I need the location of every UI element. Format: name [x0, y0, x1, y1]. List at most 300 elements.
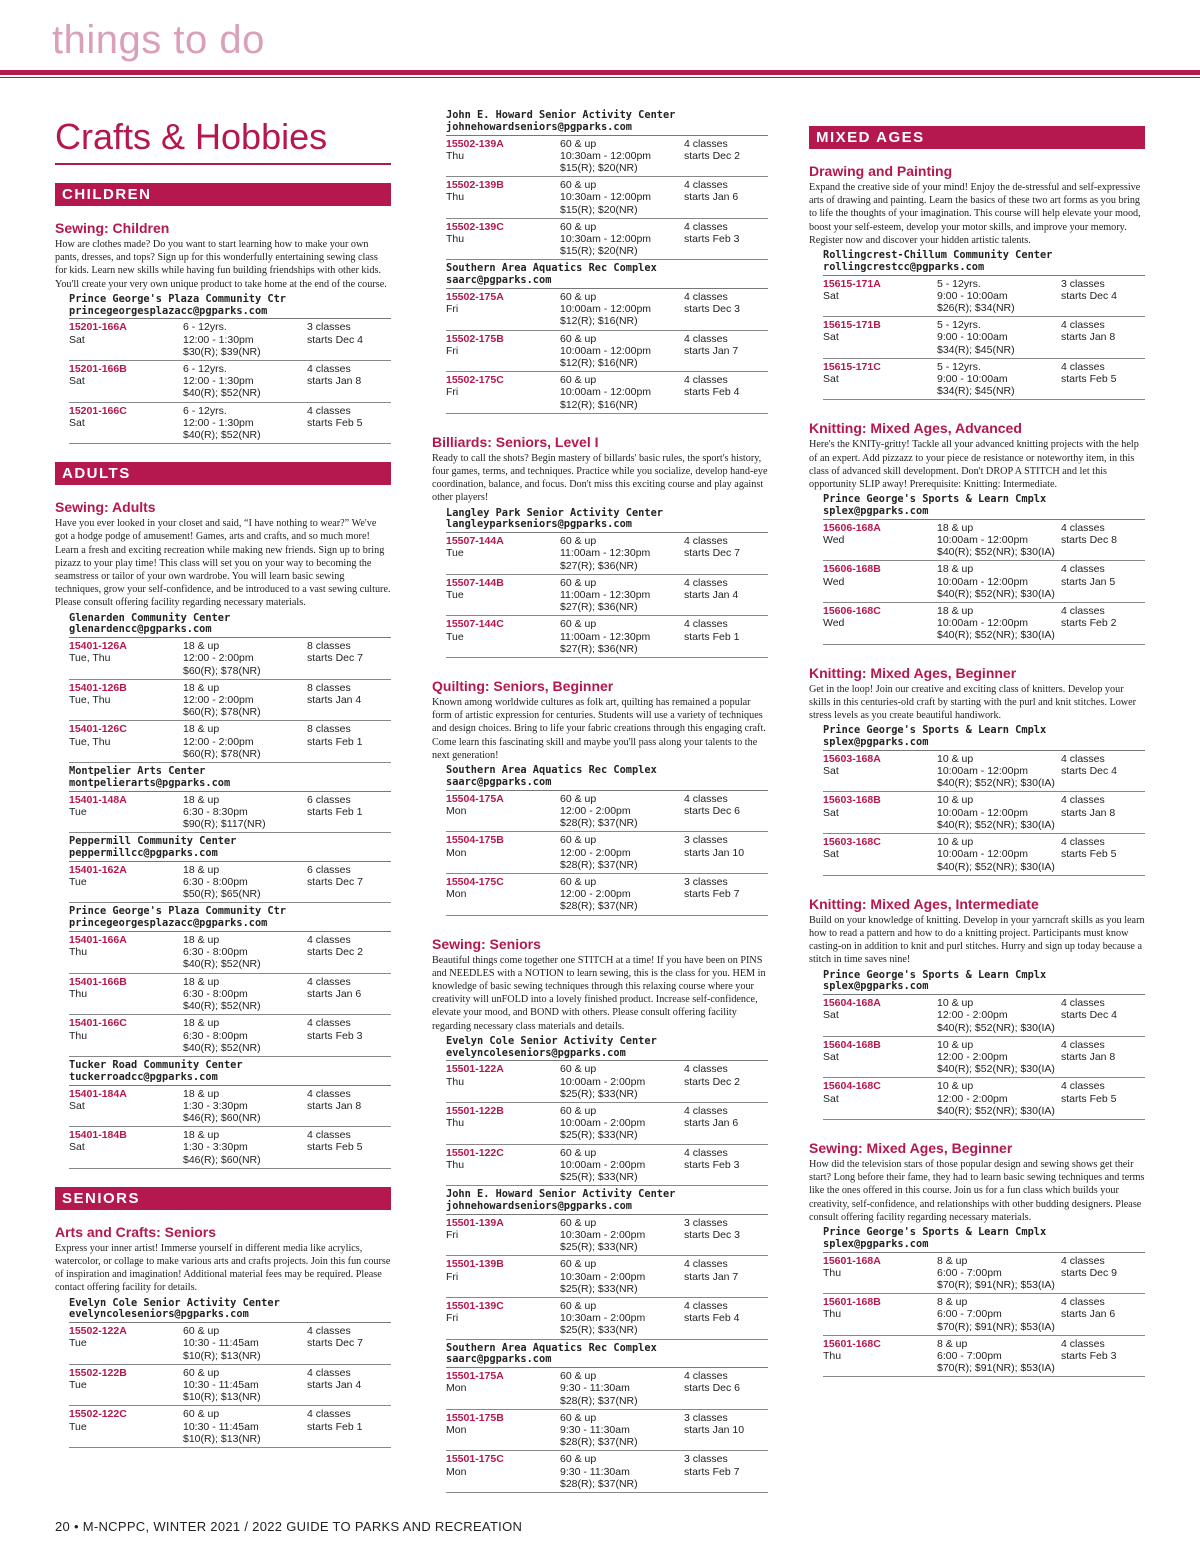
- offering-row[interactable]: [69, 974, 391, 1016]
- offering-day: Sat: [69, 1099, 85, 1112]
- offering-code-day: [823, 1080, 937, 1117]
- offering-row[interactable]: [69, 792, 391, 834]
- activity-code[interactable]: 15501-122B: [446, 1104, 504, 1117]
- offering-code-day: [69, 1325, 183, 1362]
- offering-age: 18 & up: [183, 863, 220, 876]
- offering-day: Sat: [823, 806, 839, 819]
- offering-row[interactable]: [446, 1103, 768, 1145]
- offering-fee: $15(R); $20(NR): [560, 162, 638, 174]
- location-block: [446, 1343, 768, 1369]
- offering-details: [183, 682, 307, 719]
- offering-age: 5 - 12yrs.: [937, 360, 981, 373]
- offering-class-count: 4 classes: [307, 1087, 351, 1100]
- offering-details: [560, 374, 684, 411]
- activity-code[interactable]: 15501-175B: [446, 1411, 504, 1424]
- offering-fee: $25(R); $33(NR): [560, 1170, 638, 1183]
- activity-code[interactable]: 15606-168C: [823, 605, 881, 618]
- offering-fee: $70(R); $91(NR); $53(IA): [937, 1320, 1055, 1333]
- location-email[interactable]: saarc@pgparks.com: [446, 777, 768, 791]
- offering-day: Mon: [446, 804, 467, 817]
- offering-fee: $27(R); $36(NR): [560, 601, 638, 614]
- offering-row[interactable]: [69, 1127, 391, 1169]
- offering-class-count: 4 classes: [684, 1258, 728, 1271]
- offering-row[interactable]: [446, 1368, 768, 1410]
- offering-class-count: 8 classes: [307, 681, 351, 694]
- location-name: Prince George's Plaza Community Ctr: [69, 905, 286, 918]
- offering-details: [183, 1088, 307, 1125]
- offering-age: 10 & up: [937, 836, 974, 849]
- section-description: Have you ever looked in your closet and said, “I have nothing to wear?” We've got a hodge podge of amusement! Games, arts and crafts, and so much more! Learn a fresh and exciting recreation while making new friends. Sign up to bring pizazz to your play time! This class will set you on your way to becoming the seamstress or tailor of your own wardrobe. You will learn basic sewing techniques, grow your self-confidence, and be introduced to a vast sewing culture. Please consult offering facility regarding necessary materials.: [55, 518, 391, 609]
- offering-day: Thu: [69, 987, 88, 1000]
- activity-code[interactable]: 15507-144C: [446, 618, 504, 631]
- offering-row[interactable]: [823, 1078, 1145, 1120]
- offering-row[interactable]: [446, 289, 768, 331]
- location-block: [446, 110, 768, 136]
- location-name: John E. Howard Senior Activity Center: [446, 1188, 676, 1201]
- location-name: Glenarden Community Center: [69, 611, 231, 624]
- offering-code-day: [446, 1147, 560, 1184]
- offering-age: 6 - 12yrs.: [183, 321, 227, 334]
- offering-list: [446, 1368, 768, 1493]
- offering-row[interactable]: [69, 319, 391, 361]
- offering-time: 10:30am - 2:00pm: [560, 1312, 646, 1325]
- offering-time: 11:00am - 12:30pm: [560, 547, 651, 560]
- offering-row[interactable]: [823, 561, 1145, 603]
- offering-row[interactable]: [69, 403, 391, 445]
- offering-time: 10:00am - 2:00pm: [560, 1117, 646, 1130]
- offering-row[interactable]: [69, 932, 391, 974]
- offering-row[interactable]: [446, 219, 768, 261]
- offering-fee: $60(R); $78(NR): [183, 706, 261, 719]
- offering-row[interactable]: [823, 1294, 1145, 1336]
- activity-code[interactable]: 15501-175A: [446, 1370, 504, 1383]
- activity-code[interactable]: 15502-139B: [446, 179, 504, 192]
- offering-details: [183, 1129, 307, 1166]
- activity-code[interactable]: 15601-168B: [823, 1296, 881, 1309]
- offering-start: starts Jan 8: [1061, 806, 1116, 819]
- offering-row[interactable]: [446, 1256, 768, 1298]
- offering-schedule: [684, 179, 768, 216]
- offering-time: 12:00 - 1:30pm: [183, 333, 254, 346]
- offering-start: starts Feb 5: [1061, 848, 1117, 861]
- activity-code[interactable]: 15504-175C: [446, 875, 504, 888]
- location-email[interactable]: evelyncoleseniors@pgparks.com: [69, 1309, 391, 1323]
- section-description: Here's the KNITy-gritty! Tackle all your advanced knitting projects with the help of an expert. Add pizzazz to your piece de resistance or noteworthy item, in this class of advanced skill development. Don't DROP A STITCH and let this opportunity SLIP away! Prerequisite: Knitting: Intermediate.: [809, 439, 1139, 491]
- activity-code[interactable]: 15603-168A: [823, 752, 881, 765]
- offering-start: starts Dec 2: [307, 946, 364, 959]
- page-footer: 20 • M-NCPPC, WINTER 2021 / 2022 GUIDE TO PARKS AND RECREATION: [55, 1519, 523, 1534]
- location-email[interactable]: johnehowardseniors@pgparks.com: [446, 122, 768, 136]
- offering-start: starts Dec 4: [1061, 1009, 1118, 1022]
- offering-class-count: 3 classes: [307, 321, 351, 334]
- offering-row[interactable]: [69, 1406, 391, 1448]
- offering-fee: $28(R); $37(NR): [560, 1436, 638, 1449]
- location-email[interactable]: tuckerroadcc@pgparks.com: [69, 1072, 391, 1086]
- activity-code[interactable]: 15502-175B: [446, 332, 504, 345]
- offering-fee: $40(R); $52(NR); $30(IA): [937, 1021, 1055, 1034]
- offering-details: [560, 793, 684, 830]
- location-email[interactable]: evelyncoleseniors@pgparks.com: [446, 1048, 768, 1062]
- offering-age: 8 & up: [937, 1254, 968, 1267]
- offering-class-count: 4 classes: [307, 1408, 351, 1421]
- offering-schedule: [684, 333, 768, 370]
- offering-age: 60 & up: [560, 1104, 597, 1117]
- offering-row[interactable]: [823, 1253, 1145, 1295]
- category-banner: MIXED AGES: [809, 126, 1145, 149]
- offering-row[interactable]: [446, 1061, 768, 1103]
- offering-details: [560, 618, 684, 655]
- offering-class-count: 4 classes: [1061, 836, 1105, 849]
- activity-code[interactable]: 15507-144A: [446, 535, 504, 548]
- offering-details: [183, 1325, 307, 1362]
- offering-row[interactable]: [69, 361, 391, 403]
- offering-schedule: [1061, 997, 1145, 1034]
- offering-start: starts Jan 10: [684, 1423, 745, 1436]
- offering-row[interactable]: [446, 575, 768, 617]
- offering-row[interactable]: [446, 1410, 768, 1452]
- offering-details: [937, 361, 1061, 398]
- offering-details: [560, 577, 684, 614]
- offering-schedule: [307, 405, 391, 442]
- location-name: Prince George's Sports & Learn Cmplx: [823, 968, 1047, 981]
- activity-code[interactable]: 15401-166C: [69, 1017, 127, 1030]
- offering-fee: $10(R); $13(NR): [183, 1391, 261, 1404]
- activity-code[interactable]: 15502-139A: [446, 137, 504, 150]
- offering-code-day: [823, 361, 937, 398]
- activity-code[interactable]: 15401-126C: [69, 723, 127, 736]
- location-block: [823, 1227, 1145, 1253]
- offering-time: 6:30 - 8:30pm: [183, 805, 248, 818]
- offering-time: 10:30am - 12:00pm: [560, 149, 652, 162]
- offering-time: 12:00 - 2:00pm: [183, 652, 254, 665]
- offering-day: Fri: [446, 1270, 459, 1283]
- activity-code[interactable]: 15606-168A: [823, 521, 881, 534]
- offering-details: [560, 221, 684, 258]
- offering-schedule: [684, 1063, 768, 1100]
- offering-time: 12:00 - 2:00pm: [937, 1092, 1008, 1105]
- offering-day: Thu: [446, 1117, 465, 1130]
- offering-start: starts Jan 8: [1061, 331, 1116, 344]
- activity-code[interactable]: 15501-139A: [446, 1216, 504, 1229]
- offering-row[interactable]: [69, 1086, 391, 1128]
- offering-age: 18 & up: [937, 521, 974, 534]
- activity-code[interactable]: 15201-166B: [69, 363, 127, 376]
- offering-age: 60 & up: [560, 535, 597, 548]
- offering-class-count: 4 classes: [1061, 1337, 1105, 1350]
- location-email[interactable]: johnehowardseniors@pgparks.com: [446, 1201, 768, 1215]
- activity-code[interactable]: 15502-175C: [446, 374, 504, 387]
- activity-code[interactable]: 15606-168B: [823, 563, 881, 576]
- activity-code[interactable]: 15603-168B: [823, 794, 881, 807]
- offering-start: starts Jan 8: [307, 1099, 362, 1112]
- offering-time: 10:00am - 12:00pm: [937, 575, 1029, 588]
- location-email[interactable]: saarc@pgparks.com: [446, 275, 768, 289]
- offering-start: starts Dec 8: [1061, 534, 1118, 547]
- offering-fee: $40(R); $52(NR): [183, 1000, 261, 1013]
- offering-age: 60 & up: [560, 792, 597, 805]
- offering-schedule: [1061, 605, 1145, 642]
- offering-schedule: [307, 1367, 391, 1404]
- offering-code-day: [69, 640, 183, 677]
- offering-details: [937, 605, 1061, 642]
- offering-start: starts Feb 2: [1061, 617, 1117, 630]
- offering-row[interactable]: [823, 603, 1145, 645]
- offering-class-count: 4 classes: [684, 1063, 728, 1076]
- offering-schedule: [684, 138, 768, 175]
- location-block: [446, 765, 768, 791]
- offering-time: 12:00 - 2:00pm: [183, 694, 254, 707]
- offering-row[interactable]: [823, 995, 1145, 1037]
- offering-start: starts Dec 2: [684, 1075, 741, 1088]
- offering-time: 10:00am - 12:00pm: [560, 344, 652, 357]
- offering-day: Thu: [446, 1075, 465, 1088]
- offering-row[interactable]: [69, 680, 391, 722]
- location-email[interactable]: splex@pgparks.com: [823, 506, 1145, 520]
- offering-code-day: [823, 753, 937, 790]
- offering-row[interactable]: [823, 317, 1145, 359]
- activity-code[interactable]: 15501-122A: [446, 1063, 504, 1076]
- offering-row[interactable]: [823, 1037, 1145, 1079]
- activity-code[interactable]: 15615-171C: [823, 360, 881, 373]
- location-email[interactable]: langleyparkseniors@pgparks.com: [446, 519, 768, 533]
- offering-class-count: 4 classes: [684, 792, 728, 805]
- activity-code[interactable]: 15601-168A: [823, 1254, 881, 1267]
- activity-code[interactable]: 15604-168A: [823, 997, 881, 1010]
- offering-list: [69, 1086, 391, 1169]
- offering-row[interactable]: [446, 331, 768, 373]
- activity-code[interactable]: 15502-175A: [446, 291, 504, 304]
- offering-row[interactable]: [823, 751, 1145, 793]
- offering-age: 18 & up: [183, 640, 220, 653]
- offering-row[interactable]: [823, 276, 1145, 318]
- location-email[interactable]: montpelierarts@pgparks.com: [69, 778, 391, 792]
- offering-time: 10:30am - 12:00pm: [560, 233, 652, 246]
- offering-day: Sat: [69, 333, 85, 346]
- activity-code[interactable]: 15504-175B: [446, 834, 504, 847]
- offering-schedule: [1061, 278, 1145, 315]
- offering-row[interactable]: [446, 1215, 768, 1257]
- offering-age: 5 - 12yrs.: [937, 319, 981, 332]
- activity-code[interactable]: 15502-122C: [69, 1408, 127, 1421]
- offering-class-count: 6 classes: [307, 793, 351, 806]
- offering-row[interactable]: [823, 1336, 1145, 1378]
- offering-schedule: [1061, 563, 1145, 600]
- offering-age: 18 & up: [183, 793, 220, 806]
- offering-details: [937, 278, 1061, 315]
- offering-fee: $90(R); $117(NR): [183, 818, 266, 831]
- offering-row[interactable]: [446, 1298, 768, 1340]
- activity-code[interactable]: 15504-175A: [446, 792, 504, 805]
- location-name: Southern Area Aquatics Rec Complex: [446, 262, 657, 275]
- offering-code-day: [446, 221, 560, 258]
- section-title: Drawing and Painting: [809, 163, 953, 179]
- offering-time: 9:30 - 11:30am: [560, 1382, 630, 1395]
- location-email[interactable]: splex@pgparks.com: [823, 1239, 1145, 1253]
- activity-code[interactable]: 15401-126B: [69, 681, 127, 694]
- offering-row[interactable]: [69, 721, 391, 763]
- activity-code[interactable]: 15601-168C: [823, 1337, 881, 1350]
- offering-time: 12:00 - 2:00pm: [560, 888, 631, 901]
- offering-row[interactable]: [69, 638, 391, 680]
- offering-day: Sat: [69, 1141, 85, 1154]
- offering-class-count: 8 classes: [307, 640, 351, 653]
- activity-code[interactable]: 15604-168C: [823, 1080, 881, 1093]
- offering-code-day: [446, 374, 560, 411]
- activity-code[interactable]: 15615-171B: [823, 319, 881, 332]
- offering-age: 60 & up: [560, 1411, 597, 1424]
- offering-time: 6:00 - 7:00pm: [937, 1308, 1002, 1321]
- offering-row[interactable]: [446, 136, 768, 178]
- offering-row[interactable]: [69, 1365, 391, 1407]
- offering-code-day: [446, 1300, 560, 1337]
- offering-schedule: [684, 1105, 768, 1142]
- activity-code[interactable]: 15401-184B: [69, 1129, 127, 1142]
- offering-row[interactable]: [823, 520, 1145, 562]
- offering-time: 10:30am - 2:00pm: [560, 1228, 646, 1241]
- offering-start: starts Feb 5: [307, 416, 363, 429]
- offering-code-day: [823, 997, 937, 1034]
- activity-code[interactable]: 15501-139C: [446, 1299, 504, 1312]
- offering-class-count: 4 classes: [307, 934, 351, 947]
- location-email[interactable]: glenardencc@pgparks.com: [69, 624, 391, 638]
- offering-time: 12:00 - 1:30pm: [183, 416, 254, 429]
- offering-details: [560, 1258, 684, 1295]
- page-heading: Crafts & Hobbies: [55, 114, 391, 165]
- activity-code[interactable]: 15502-122A: [69, 1325, 127, 1338]
- location-email[interactable]: peppermillcc@pgparks.com: [69, 848, 391, 862]
- activity-code[interactable]: 15604-168B: [823, 1038, 881, 1051]
- offering-row[interactable]: [69, 862, 391, 904]
- activity-code[interactable]: 15502-139C: [446, 220, 504, 233]
- offering-schedule: [1061, 753, 1145, 790]
- offering-age: 18 & up: [183, 934, 220, 947]
- offering-fee: $34(R); $45(NR): [937, 385, 1015, 398]
- offering-row[interactable]: [823, 792, 1145, 834]
- offering-details: [560, 1412, 684, 1449]
- offering-row[interactable]: [69, 1015, 391, 1057]
- offering-code-day: [69, 1408, 183, 1445]
- offering-details: [937, 1296, 1061, 1333]
- offering-row[interactable]: [823, 359, 1145, 401]
- offering-day: Tue: [69, 876, 87, 889]
- location-email[interactable]: princegeorgesplazacc@pgparks.com: [69, 306, 391, 320]
- offering-day: Mon: [446, 1423, 467, 1436]
- offering-row[interactable]: [446, 791, 768, 833]
- offering-class-count: 4 classes: [1061, 997, 1105, 1010]
- offering-details: [560, 1217, 684, 1254]
- offering-start: starts Jan 8: [1061, 1050, 1116, 1063]
- activity-code[interactable]: 15401-148A: [69, 793, 127, 806]
- activity-code[interactable]: 15201-166C: [69, 404, 127, 417]
- offering-row[interactable]: [446, 616, 768, 658]
- activity-code[interactable]: 15502-122B: [69, 1366, 127, 1379]
- activity-code[interactable]: 15401-166B: [69, 975, 127, 988]
- offering-time: 9:30 - 11:30am: [560, 1423, 630, 1436]
- offering-start: starts Jan 4: [307, 1378, 362, 1391]
- offering-time: 6:30 - 8:00pm: [183, 876, 248, 889]
- offering-day: Sat: [823, 289, 839, 302]
- offering-row[interactable]: [446, 533, 768, 575]
- location-block: [823, 250, 1145, 276]
- offering-details: [183, 864, 307, 901]
- offering-fee: $10(R); $13(NR): [183, 1432, 261, 1445]
- offering-details: [937, 753, 1061, 790]
- offering-time: 12:00 - 2:00pm: [560, 804, 631, 817]
- offering-schedule: [684, 577, 768, 614]
- activity-code[interactable]: 15401-126A: [69, 640, 127, 653]
- offering-start: starts Dec 3: [684, 1228, 741, 1241]
- offering-list: [69, 932, 391, 1057]
- offering-day: Sat: [823, 1050, 839, 1063]
- offering-code-day: [823, 836, 937, 873]
- offering-details: [183, 1017, 307, 1054]
- offering-class-count: 4 classes: [684, 576, 728, 589]
- offering-details: [183, 976, 307, 1013]
- offering-day: Mon: [446, 1382, 467, 1395]
- activity-code[interactable]: 15501-175C: [446, 1453, 504, 1466]
- location-email[interactable]: saarc@pgparks.com: [446, 1354, 768, 1368]
- activity-code[interactable]: 15401-184A: [69, 1087, 127, 1100]
- offering-class-count: 3 classes: [684, 1453, 728, 1466]
- location-name: Southern Area Aquatics Rec Complex: [446, 764, 657, 777]
- offering-class-count: 4 classes: [1061, 605, 1105, 618]
- offering-row[interactable]: [446, 874, 768, 916]
- offering-row[interactable]: [446, 372, 768, 414]
- offering-list: [823, 1253, 1145, 1378]
- activity-code[interactable]: 15501-122C: [446, 1146, 504, 1159]
- offering-start: starts Jan 6: [307, 987, 362, 1000]
- location-name: Rollingcrest-Chillum Community Center: [823, 249, 1053, 262]
- offering-class-count: 4 classes: [1061, 360, 1105, 373]
- offering-code-day: [823, 319, 937, 356]
- location-email[interactable]: rollingcrestcc@pgparks.com: [823, 262, 1145, 276]
- offering-code-day: [823, 1296, 937, 1333]
- offering-class-count: 3 classes: [684, 834, 728, 847]
- offering-age: 18 & up: [183, 681, 220, 694]
- offering-row[interactable]: [446, 1145, 768, 1187]
- location-block: [446, 263, 768, 289]
- activity-code[interactable]: 15507-144B: [446, 576, 504, 589]
- section-title: Knitting: Mixed Ages, Intermediate: [809, 895, 1039, 912]
- offering-start: starts Jan 5: [1061, 575, 1116, 588]
- offering-fee: $70(R); $91(NR); $53(IA): [937, 1362, 1055, 1375]
- activity-code[interactable]: 15401-162A: [69, 863, 127, 876]
- offering-list: [446, 791, 768, 916]
- offering-row[interactable]: [823, 834, 1145, 876]
- location-block: [69, 1298, 391, 1324]
- location-email[interactable]: splex@pgparks.com: [823, 737, 1145, 751]
- offering-code-day: [446, 1217, 560, 1254]
- offering-class-count: 3 classes: [1061, 277, 1105, 290]
- location-email[interactable]: princegeorgesplazacc@pgparks.com: [69, 918, 391, 932]
- activity-code[interactable]: 15501-139B: [446, 1258, 504, 1271]
- offering-age: 60 & up: [560, 1216, 597, 1229]
- activity-code[interactable]: 15603-168C: [823, 836, 881, 849]
- activity-code[interactable]: 15615-171A: [823, 277, 881, 290]
- activity-code[interactable]: 15401-166A: [69, 934, 127, 947]
- section-description: Build on your knowledge of knitting. Develop in your yarncraft skills as you learn how to read a pattern and how to do a knitting project. Participants must know casting-on in addition to knit and purl stitches. Hurry and sign up today because a stitch in time saves nine!: [809, 914, 1145, 966]
- offering-code-day: [69, 934, 183, 971]
- offering-list: [446, 1061, 768, 1186]
- section-description: Known among worldwide cultures as folk art, quilting has remained a popular form of artistic expression for centuries. Students will use a variety of techniques and design choices. Bring to life your fabric creations through this engaging craft. Come learn this fascinating skill and maybe you'll pass along your talents to the next generation!: [432, 697, 766, 761]
- offering-row[interactable]: [446, 1451, 768, 1493]
- offering-day: Thu: [823, 1349, 842, 1362]
- offering-row[interactable]: [446, 177, 768, 219]
- location-email[interactable]: splex@pgparks.com: [823, 981, 1145, 995]
- offering-row[interactable]: [69, 1323, 391, 1365]
- activity-code[interactable]: 15201-166A: [69, 321, 127, 334]
- offering-row[interactable]: [446, 832, 768, 874]
